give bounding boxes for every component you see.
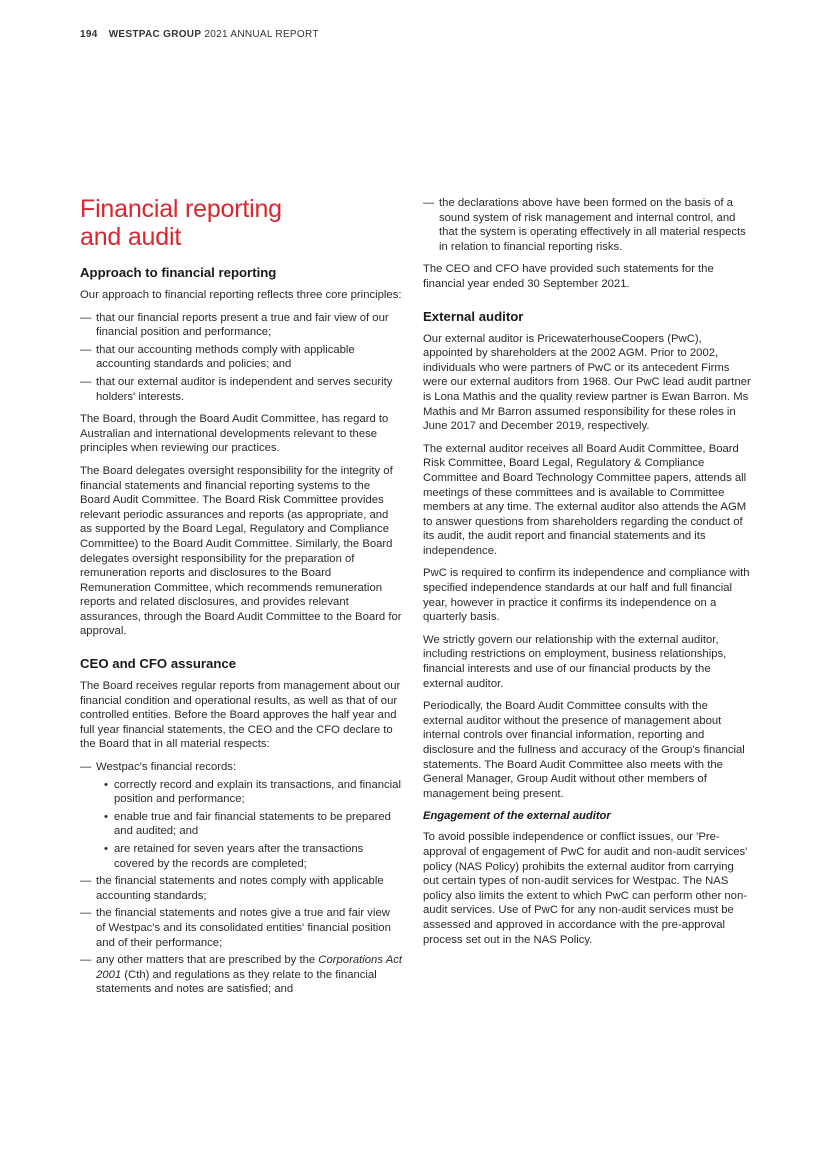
item-text: any other matters that are prescribed by the [96,954,319,967]
item-text: (Cth) and regulations as they relate to the financial statements and notes are satisfied; and [96,968,377,996]
approach-intro: Our approach to financial reporting reflects three core principles: [80,289,402,301]
engagement-heading: Engagement of the external auditor [423,810,611,823]
list-item: • correctly record and explain its transactions, and financial position and performance; [104,778,402,807]
auditor-paragraph: Periodically, the Board Audit Committee consults with the external auditor without the presence of management about internal controls over financial information, reporting and disclosure and the fullness and accuracy of the Group's financial statements. The Board Audit Committee also meets with the General Manager, Group Audit without other members of management being present. [423,700,745,800]
external-auditor-heading: External auditor [423,308,524,324]
approach-heading: Approach to financial reporting [80,265,277,280]
list-item [80,953,402,997]
ceo-cfo-intro: The Board receives regular reports from management about our financial condition and operational results, as well as that of our controlled entities. Before the Board approves the half year and full year financial statements, the CEO and the CFO declare to the Board that in all material respects: [80,680,401,751]
list-item: — the declarations above have been formed on the basis of a sound system of risk management and internal control, and that the system is operating effectively in all material respects in relation to financial reporting risks. [423,196,751,254]
report-name: 2021 ANNUAL REPORT [204,29,319,40]
list-item: — that our external auditor is independent and serves security holders' interests. [80,375,402,404]
engagement-paragraph: To avoid possible independence or conflict issues, our 'Pre-approval of engagement of PwC for audit and non-audit services' policy (NAS Policy) prohibits the external auditor from carrying out certain types of non-audit services for Westpac. The NAS policy also limits the extent to which PwC can perform other non-audit services. Use of PwC for any non-audit services must be assessed and approved in accordance with the pre-approval process set out in the NAS Policy. [423,831,748,946]
list-item: — that our accounting methods comply with applicable accounting standards and policies; and [80,343,402,372]
principles-list [80,311,402,405]
ceo-cfo-closing: The CEO and CFO have provided such statements for the financial year ended 30 September 2021. [423,263,714,290]
approach-paragraph: The Board, through the Board Audit Committee, has regard to Australian and international developments relevant to these principles when reviewing our practices. [80,413,389,455]
auditor-paragraph: We strictly govern our relationship with the external auditor, including restrictions on employment, business relationships, financial interests and use of our financial products by the external auditor. [423,633,727,690]
auditor-paragraph: The external auditor receives all Board Audit Committee, Board Risk Committee, Board Legal, Regulatory & Compliance Committee and Board Technology Committee papers, attends all meetings of these committees and is available to Committee members at any time. The external auditor also attends the AGM to answer questions from shareholders regarding the conduct of its audit, the audit report and financial statements and its independence. [423,442,747,557]
right-column [423,196,751,955]
list-item: — the financial statements and notes give a true and fair view of Westpac's and its consolidated entities' financial position and of their performance; [80,906,402,950]
act-title: Corporations Act 2001 [96,954,403,981]
list-item [80,760,402,871]
list-item: • enable true and fair financial statements to be prepared and audited; and [104,810,402,839]
records-sublist [104,778,402,872]
page-number: 194 [80,29,98,40]
declarations-list [80,760,402,997]
auditor-paragraph: Our external auditor is PricewaterhouseCoopers (PwC), appointed by shareholders at the 2002 AGM. Prior to 2002, individuals who were partners of PwC or its antecedent Firms were our external auditors from 1968. Our PwC lead audit partner is Lona Mathis and the quality review partner is Ewan Barron. Ms Mathis and Mr Barron assumed responsibility for these roles in June 2017 and December 2019, respectively. [423,332,751,433]
approach-paragraph: The Board delegates oversight responsibility for the integrity of financial statements and financial reporting systems to the Board Audit Committee. The Board Risk Committee provides relevant periodic assurances and reports (as appropriate, and as supported by the Board Legal, Regulatory and Compliance Committee) to the Board Audit Committee. Similarly, the Board delegates oversight responsibility for the preparation of remuneration reports and disclosures to the Board Remuneration Committee, which recommends remuneration reports and related disclosures, and provides relevant assurances, through the Board Audit Committee to the Board for approval. [80,464,402,638]
page-title-line-2: and audit [80,223,182,251]
auditor-paragraph: PwC is required to confirm its independence and compliance with specified independence standards at our half and full financial year, however in practice it confirms its independence on a quarterly basis. [423,567,750,624]
list-item: — the financial statements and notes comply with applicable accounting standards; [80,874,402,903]
declarations-list-continued [423,196,751,254]
ceo-cfo-heading: CEO and CFO assurance [80,656,237,672]
running-header [80,29,319,40]
list-item: — that our financial reports present a true and fair view of our financial position and performance; [80,311,402,340]
records-item-label: Westpac's financial records: [96,761,237,774]
left-column [80,195,402,1005]
page-title [80,195,402,251]
page-title-line-1: Financial reporting [80,195,282,223]
brand-name: WESTPAC GROUP [108,29,202,40]
list-item: • are retained for seven years after the transactions covered by the records are completed; [104,842,402,871]
